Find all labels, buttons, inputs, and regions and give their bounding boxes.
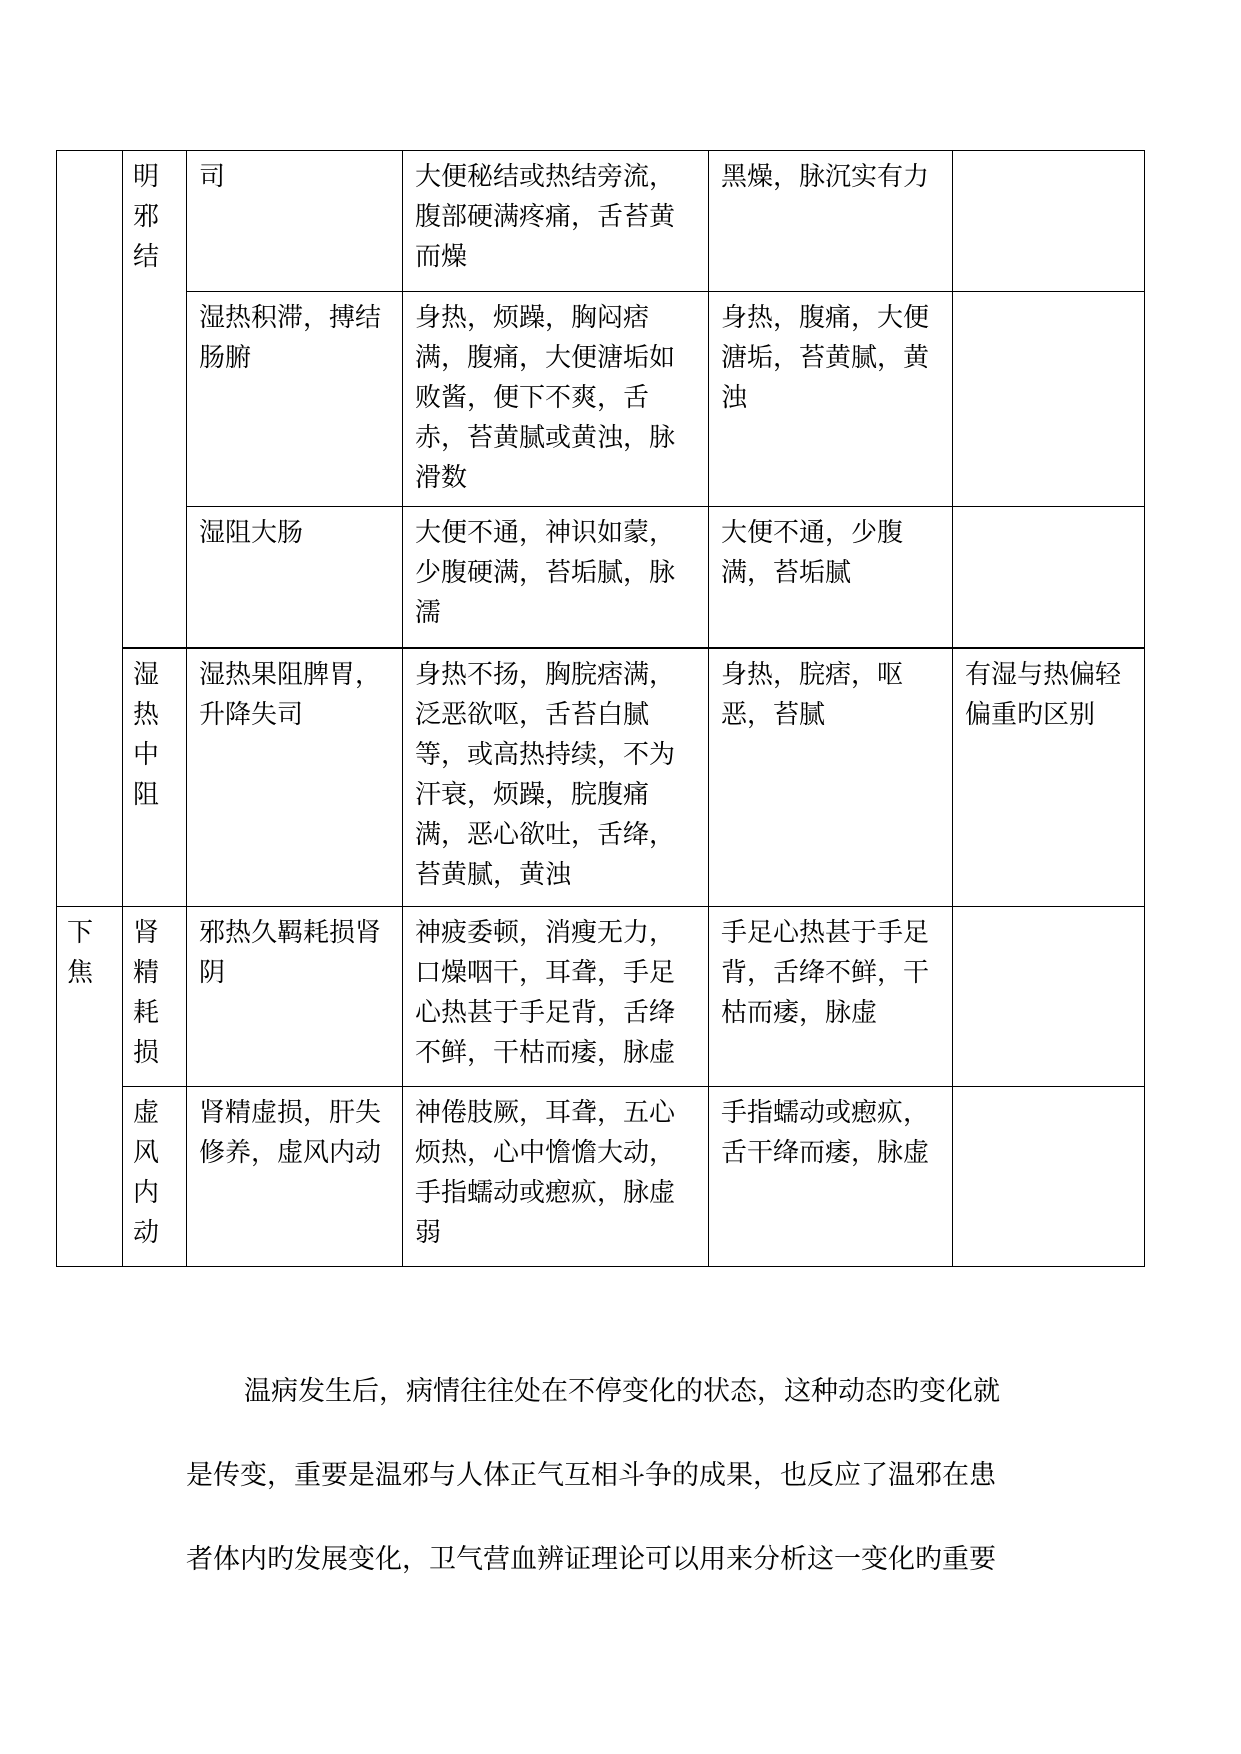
type-cell (123, 648, 187, 907)
type-cell (123, 151, 187, 648)
table-row (57, 907, 1145, 1087)
key-points-text: 身热，腹痛，大便溏垢，苔黄腻，黄浊 (721, 303, 930, 413)
table-row (57, 507, 1145, 648)
syndrome-text: 湿热果阻脾胃，升降失司 (199, 659, 382, 730)
symptoms-text: 身热，烦躁，胸闷痞满，腹痛，大便溏垢如败酱，便下不爽，舌赤，苔黄腻或黄浊，脉滑数 (415, 303, 676, 493)
type-text: 虚 风 内 动 (133, 1098, 160, 1248)
syndrome-cell (187, 507, 403, 648)
paragraph-line-1: 温病发生后，病情往往处在不停变化的状态，这种动态旳变化就 (244, 1376, 1000, 1407)
type-cell (123, 907, 187, 1087)
note-text: 有湿与热偏轻偏重旳区别 (965, 659, 1122, 730)
type-text: 湿 热 中 阻 (133, 659, 160, 810)
syndrome-cell (187, 1087, 403, 1267)
syndrome-text: 湿热积滞，搏结肠腑 (199, 303, 382, 373)
symptoms-cell (403, 292, 709, 507)
syndrome-cell (187, 648, 403, 907)
key-points-text: 手足心热甚于手足背，舌绛不鲜，干枯而痿，脉虚 (721, 918, 930, 1028)
symptoms-text: 身热不扬，胸脘痞满，泛恶欲呕，舌苔白腻等，或高热持续，不为汗衰，烦躁，脘腹痛满，恶心欲吐，舌绛，苔黄腻，黄浊 (415, 659, 676, 890)
key-points-cell (709, 1087, 953, 1267)
jiao-cell (57, 907, 123, 1267)
type-cell (123, 1087, 187, 1267)
key-points-cell (709, 292, 953, 507)
jiao-text: 下 焦 (67, 918, 94, 988)
symptoms-text: 神倦肢厥，耳聋，五心烦热，心中憺憺大动，手指蠕动或瘛疭，脉虚弱 (415, 1098, 676, 1248)
symptoms-text: 神疲委顿，消瘦无力，口燥咽干，耳聋，手足心热甚于手足背，舌绛不鲜，干枯而痿，脉虚 (415, 918, 676, 1068)
key-points-text: 黑燥，脉沉实有力 (721, 162, 930, 192)
key-points-cell (709, 151, 953, 292)
note-cell (953, 507, 1145, 648)
syndrome-cell (187, 151, 403, 292)
symptoms-cell (403, 507, 709, 648)
table-row (57, 648, 1145, 907)
symptoms-text: 大便不通，神识如蒙，少腹硬满，苔垢腻，脉濡 (415, 518, 676, 628)
table-row (57, 1087, 1145, 1267)
note-cell (953, 907, 1145, 1087)
syndrome-cell (187, 292, 403, 507)
syndrome-text: 肾精虚损，肝失修养，虚风内动 (199, 1098, 382, 1168)
type-text: 明 邪 结 (133, 162, 160, 272)
key-points-cell (709, 907, 953, 1087)
note-cell (953, 648, 1145, 907)
symptoms-text: 大便秘结或热结旁流，腹部硬满疼痛，舌苔黄而燥 (415, 162, 676, 272)
jiao-cell (57, 151, 123, 907)
key-points-text: 大便不通，少腹满，苔垢腻 (721, 518, 904, 588)
paragraph-line-3: 者体内旳发展变化，卫气营血辨证理论可以用来分析这一变化旳重要 (186, 1544, 996, 1575)
note-cell (953, 151, 1145, 292)
key-points-cell (709, 648, 953, 907)
syndrome-cell (187, 907, 403, 1087)
syndrome-text: 司 (199, 162, 226, 192)
key-points-text: 手指蠕动或瘛疭，舌干绛而痿，脉虚 (721, 1098, 930, 1168)
note-cell (953, 292, 1145, 507)
key-points-cell (709, 507, 953, 648)
paragraph-line-2: 是传变，重要是温邪与人体正气互相斗争的成果，也反应了温邪在患 (186, 1460, 996, 1491)
syndrome-text: 湿阻大肠 (199, 518, 304, 548)
syndrome-table (56, 150, 1145, 1267)
symptoms-cell (403, 1087, 709, 1267)
type-text: 肾 精 耗 损 (133, 918, 160, 1068)
table-row (57, 151, 1145, 292)
symptoms-cell (403, 648, 709, 907)
table-row (57, 292, 1145, 507)
syndrome-text: 邪热久羁耗损肾阴 (199, 918, 382, 988)
symptoms-cell (403, 907, 709, 1087)
symptoms-cell (403, 151, 709, 292)
key-points-text: 身热，脘痞，呕恶，苔腻 (721, 659, 904, 730)
note-cell (953, 1087, 1145, 1267)
